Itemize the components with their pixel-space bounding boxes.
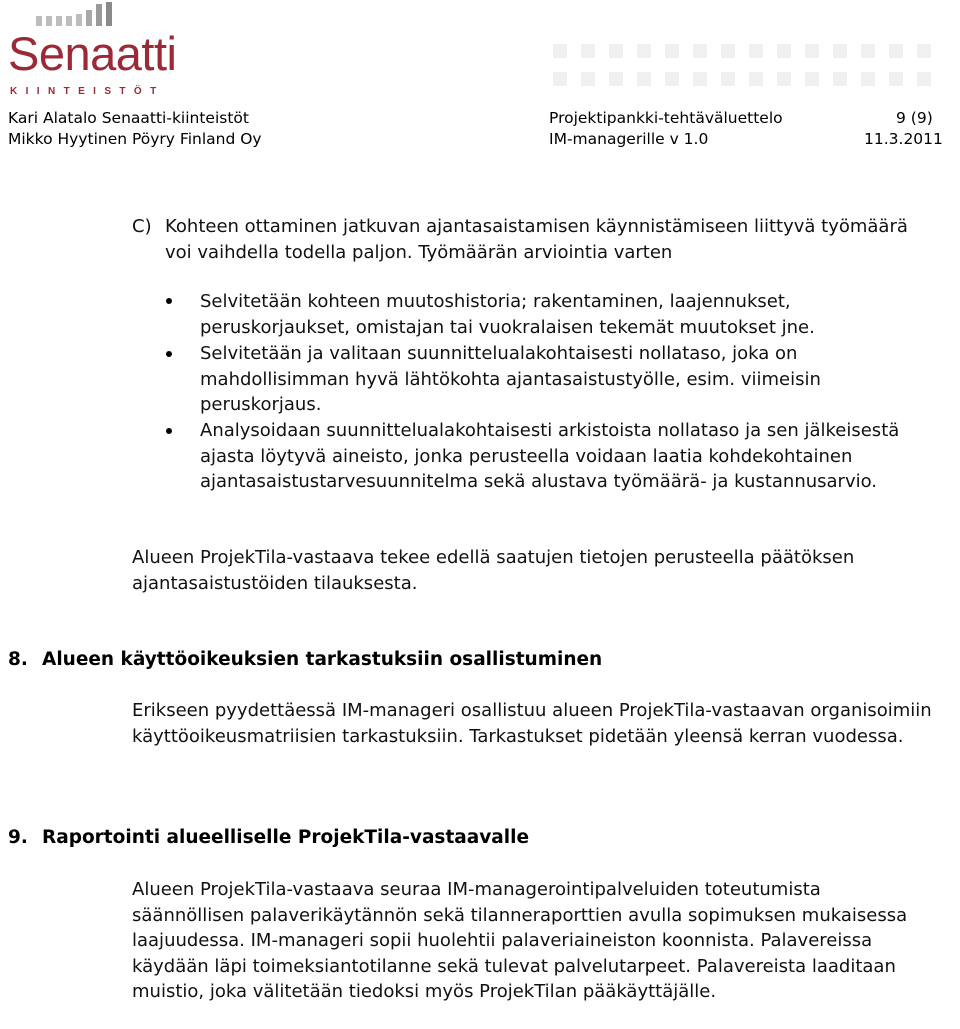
bullet-icon: [166, 298, 172, 304]
header-doc-title-1: Projektipankki-tehtäväluettelo: [549, 109, 783, 127]
item-c-text: Kohteen ottaminen jatkuvan ajantasaistamisen käynnistämiseen liittyvä työmäärä voi vaihdella todella paljon. Työmäärän arviointia varten: [165, 216, 908, 263]
header-date: 11.3.2011: [864, 130, 943, 148]
header-author-1: Kari Alatalo Senaatti-kiinteistöt: [8, 109, 249, 127]
section-8-heading: Alueen käyttöoikeuksien tarkastuksiin osallistuminen: [42, 649, 603, 670]
bullet-item-3: Analysoidaan suunnittelualakohtaisesti arkistoista nollataso ja sen jälkeisestä ajasta löytyvä aineisto, jonka perusteella voidaan laatia kohdekohtainen ajantasaistustarvesuunnitelma sekä alustava työmäärä- ja kustannusarvio.: [200, 420, 900, 492]
header-doc-title-2: IM-managerille v 1.0: [549, 130, 709, 148]
section-8-number: 8.: [8, 649, 28, 670]
logo-wordmark: Senaatti: [8, 27, 177, 80]
bullet-icon: [166, 351, 172, 357]
section-8-text: Erikseen pyydettäessä IM-manageri osallistuu alueen ProjekTila-vastaavan organisoimiin käyttöoikeusmatriisien tarkastuksiin. Tarkastukset pidetään yleensä kerran vuodessa.: [132, 700, 932, 747]
logo-subtitle: KIINTEISTÖT: [10, 86, 165, 97]
bullet-item-1: Selvitetään kohteen muutoshistoria; rakentaminen, laajennukset, peruskorjaukset, omistajan tai vuokralaisen tekemät muutokset jne.: [200, 291, 815, 338]
bullet-icon: [166, 428, 172, 434]
section-9-text: Alueen ProjekTila-vastaava seuraa IM-managerointipalveluiden toteutumista säännöllisen palaverikäytännön sekä tilanneraporttien avulla sopimuksen mukaisessa laajuudessa. IM-manageri sopii huolehtii palaveriaineiston koonnista. Palavereissa käydään läpi toimeksiantotilanne sekä tulevat palvelutarpeet. Palavereista laaditaan muistio, joka välitetään tiedoksi myös ProjekTilan pääkäyttäjälle.: [132, 879, 908, 1002]
bullet-item-2: Selvitetään ja valitaan suunnittelualakohtaisesti nollataso, joka on mahdollisimman hyvä lähtökohta ajantasaistustyölle, esim. viimeisin peruskorjaus.: [200, 343, 821, 415]
decorative-grid: [548, 42, 960, 92]
logo-bars-graphic: [36, 0, 136, 30]
header-author-2: Mikko Hyytinen Pöyry Finland Oy: [8, 130, 262, 148]
header-page-number: 9 (9): [896, 109, 933, 127]
paragraph-order-decision: Alueen ProjekTila-vastaava tekee edellä saatujen tietojen perusteella päätöksen ajantasaistustöiden tilauksesta.: [132, 547, 855, 594]
item-c-label: C): [132, 216, 152, 237]
senaatti-logo: [6, 0, 196, 100]
section-9-heading: Raportointi alueelliselle ProjekTila-vastaavalle: [42, 827, 530, 848]
section-9-number: 9.: [8, 827, 28, 848]
